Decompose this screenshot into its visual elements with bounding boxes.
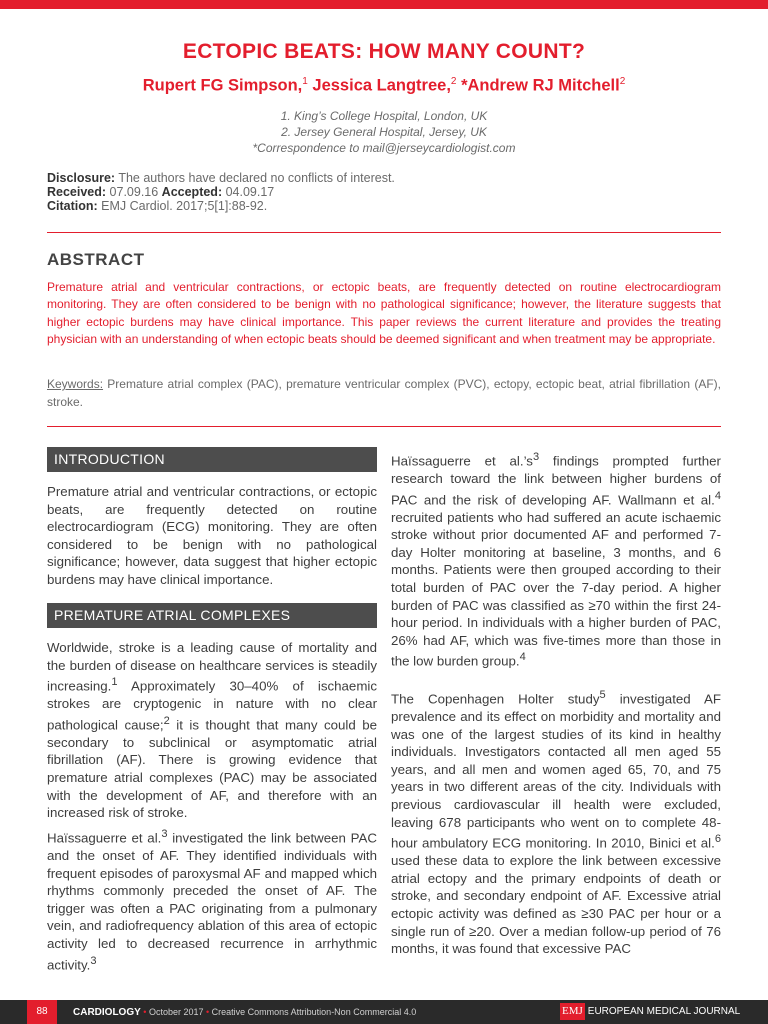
- top-accent-bar: [0, 0, 768, 9]
- received-label: Received:: [47, 185, 107, 199]
- body-paragraph: [391, 449, 721, 670]
- body-paragraph: [391, 687, 721, 958]
- author-affiliation-mark: 2: [619, 76, 626, 87]
- author-list: [0, 76, 768, 96]
- body-text: investigated the link between PAC and the onset of AF. They identified individuals with frequent episodes of paroxysmal AF and mapped which rhythms commonly preceded the onset of AF. The trigger was often a PAC originating from a pulmonary vein, and radiofrequency ablation of this area of ectopic activity led to decreased recurrence in arrhythmic activity.: [47, 830, 378, 972]
- body-text: findings prompted further research toward the link between higher burdens of PAC and the risk of developing AF. Wallmann et al.: [391, 453, 721, 508]
- body-text: Haïssaguerre et al.’s: [391, 453, 533, 469]
- article-title: ECTOPIC BEATS: HOW MANY COUNT?: [182, 40, 586, 63]
- reference-mark: 6: [714, 833, 721, 846]
- disclosure-line: [47, 171, 395, 185]
- reference-mark: 3: [161, 828, 168, 840]
- dates-line: [47, 185, 274, 199]
- body-text: used these data to explore the link between excessive atrial ectopy and the primary endpoints of death or stroke, and secondary endpoint of AF. Excessive atrial ectopic activity was defined as ≥30 PAC per hour or a single run of ≥20. Over a median follow-up period of 76 months, it was found that excessive PAC: [391, 853, 721, 957]
- author-name: *Andrew RJ Mitchell: [461, 76, 620, 95]
- introduction-paragraph: Premature atrial and ventricular contractions, or ectopic beats, are frequently detected on routine electrocardiogram (ECG) monitoring. They are often considered to be benign with no pathological significance; however, data suggest that higher ectopic burdens may have clinical importance.: [47, 484, 377, 587]
- accepted-date: 04.09.17: [222, 185, 275, 199]
- disclosure-label: Disclosure:: [47, 171, 116, 185]
- body-text: Worldwide, stroke is a leading cause of mortality and the burden of disease on healthcare services is steadily increasing.: [47, 640, 377, 694]
- keywords-label: Keywords:: [47, 377, 104, 391]
- license-text: Creative Commons Attribution-Non Commercial 4.0: [211, 1007, 417, 1017]
- author-name: Rupert FG Simpson,: [142, 76, 303, 95]
- affiliation-line: 2. Jersey General Hospital, Jersey, UK: [281, 125, 487, 139]
- reference-mark: 3: [90, 954, 97, 967]
- body-text: The Copenhagen Holter study: [391, 691, 600, 707]
- body-paragraph: [47, 826, 377, 974]
- citation-line: [47, 199, 267, 213]
- body-text: Haïssaguerre et al.: [47, 830, 162, 846]
- reference-mark: 5: [599, 689, 606, 701]
- author-name: Jessica Langtree,: [312, 76, 451, 95]
- emj-logo: EMJ: [560, 1003, 585, 1020]
- author-affiliation-mark: 2: [450, 76, 457, 87]
- reference-mark: 2: [163, 714, 170, 727]
- keywords: [47, 376, 721, 411]
- received-date: 07.09.16: [106, 185, 162, 199]
- footer-info: [73, 1000, 416, 1024]
- reference-mark: 3: [532, 451, 540, 463]
- disclosure-text: The authors have declared no conflicts of interest.: [115, 171, 395, 185]
- section-heading-introduction: INTRODUCTION: [47, 447, 377, 472]
- reference-mark: 4: [519, 651, 526, 664]
- journal-section: CARDIOLOGY: [73, 1007, 141, 1018]
- affiliation-line: 1. King’s College Hospital, London, UK: [280, 109, 488, 123]
- citation-text: EMJ Cardiol. 2017;5[1]:88-92.: [97, 199, 268, 213]
- body-text: investigated AF prevalence and its effect on morbidity and mortality and was one of the largest studies of its kind in healthy individuals. Investigators contacted all men aged 55 years, and all men and women aged 65, 70, and 75 years in two different areas of the city. Individuals with previous cardiovascular ill health were excluded, leaving 678 participants who went on to complete 48-hour ambulatory ECG monitoring. In 2010, Binici et al.: [391, 691, 721, 851]
- section-heading-premature-atrial-complexes: PREMATURE ATRIAL COMPLEXES: [47, 603, 377, 628]
- body-text: it is thought that many could be secondary to subclinical or asymptomatic atrial fibrillation (AF). There is growing evidence that premature atrial complexes (PAC) may be associated with the development of AF, and therefore with an increased risk of stroke.: [47, 717, 377, 821]
- journal-name: EUROPEAN MEDICAL JOURNAL: [587, 1006, 741, 1017]
- abstract-heading: ABSTRACT: [47, 250, 145, 269]
- correspondence-line: *Correspondence to mail@jerseycardiologist.com: [252, 141, 516, 155]
- journal-brand: [560, 1003, 740, 1020]
- divider: [47, 232, 721, 233]
- divider: [47, 426, 721, 427]
- abstract-text: Premature atrial and ventricular contractions, or ectopic beats, are frequently detected on routine electrocardiogram monitoring. They are often considered to be benign with no pathological significance; however, the literature suggests that higher ectopic burdens may have clinical importance. This paper reviews the current literature and provides the treating physician with an understanding of when ectopic beats should be deemed significant and when treatment may be appropriate.: [47, 280, 721, 346]
- separator-dot: •: [203, 1007, 212, 1017]
- separator-dot: •: [140, 1007, 149, 1017]
- keywords-text: Premature atrial complex (PAC), premature ventricular complex (PVC), ectopy, ectopic beat, atrial fibrillation (AF), stroke.: [47, 377, 721, 409]
- body-text: Approximately 30–40% of ischaemic strokes are cryptogenic in nature with no clear pathological cause;: [47, 678, 377, 733]
- accepted-label: Accepted:: [161, 185, 223, 199]
- author-affiliation-mark: 1: [302, 76, 308, 87]
- body-paragraph: [47, 639, 377, 822]
- page-number: 88: [27, 1000, 57, 1024]
- reference-mark: 1: [111, 676, 118, 689]
- reference-mark: 4: [714, 489, 721, 502]
- issue-date: October 2017: [148, 1007, 204, 1017]
- citation-label: Citation:: [47, 199, 98, 213]
- body-text: recruited patients who had suffered an acute ischaemic stroke without prior documented AF and performed 7-day Holter monitoring at baseline, 3 months, and 6 months. Patients were then grouped according to their total burden of PAC over the 7-day period. A higher burden of PAC was classified as ≥70 within the first 24-hour period. In individuals with a higher burden of PAC, 26% had AF, which was five-times more than those in the low burden group.: [391, 509, 721, 669]
